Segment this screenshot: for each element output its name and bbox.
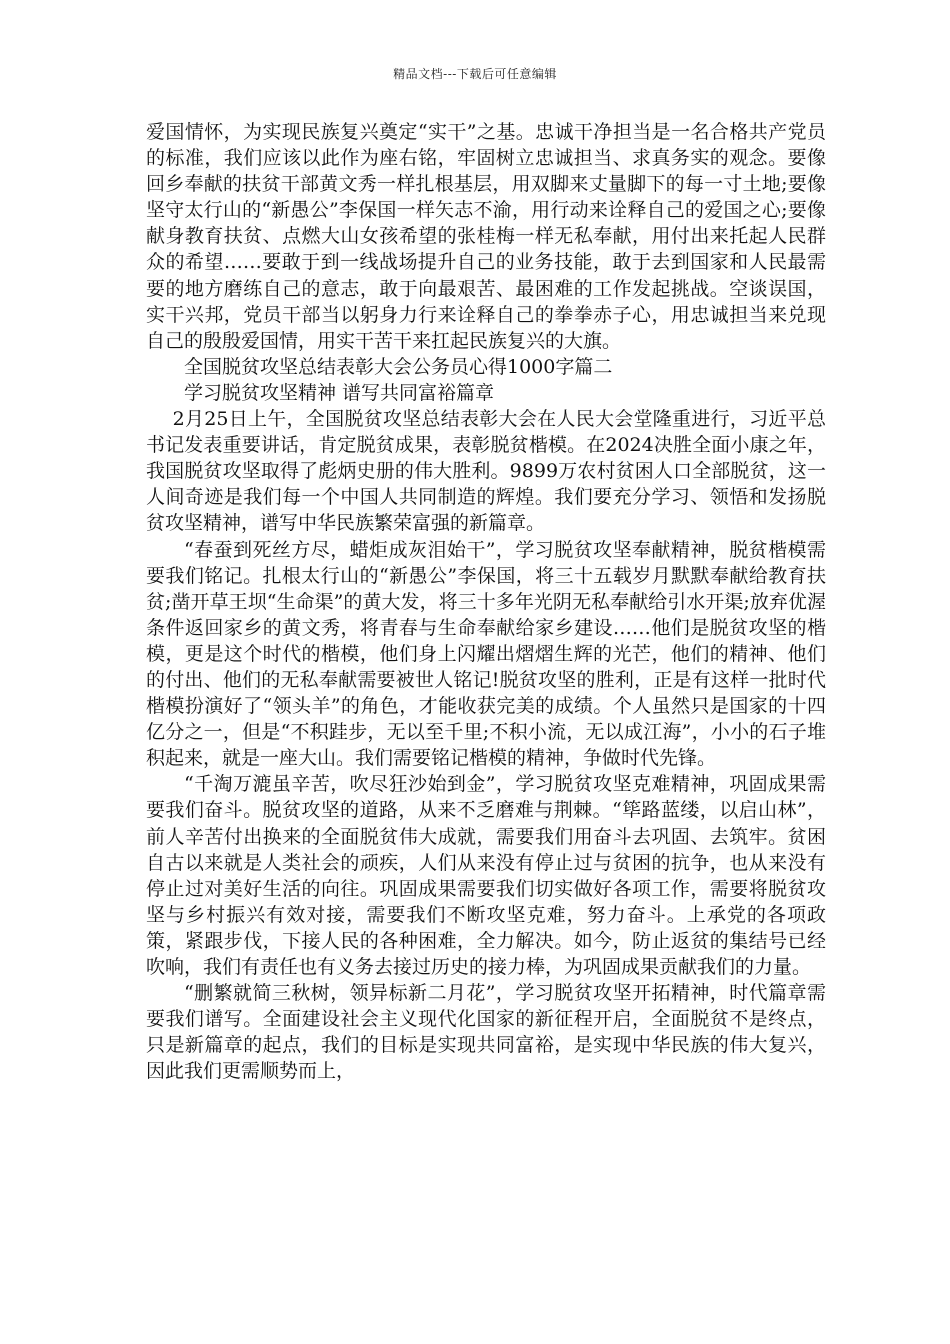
paragraph-opening: 2月25日上午，全国脱贫攻坚总结表彰大会在人民大会堂隆重进行，习近平总书记发表重要讲话，肯定脱贫成果，表彰脱贫楷模。在2024决胜全面小康之年，我国脱贫攻坚取得了彪炳史册的伟大胜利。9899万农村贫困人口全部脱贫，这一人间奇迹是我们每一个中国人共同制造的辉煌。我们要充分学习、领悟和发扬脱贫攻坚精神，谱写中华民族繁荣富强的新篇章。 (146, 408, 826, 535)
paragraph-pioneering: “删繁就简三秋树，领异标新二月花”，学习脱贫攻坚开拓精神，时代篇章需要我们谱写。全面建设社会主义现代化国家的新征程开启，全面脱贫不是终点，只是新篇章的起点，我们的目标是实现共同富裕，是实现中华民族的伟大复兴，因此我们更需顺势而上， (146, 982, 826, 1083)
page-header: 精品文档---下载后可任意编辑 (393, 67, 557, 81)
section-title: 全国脱贫攻坚总结表彰大会公务员心得1000字篇二 (184, 355, 613, 378)
document-body (146, 119, 826, 1084)
paragraph-intro-continued: 爱国情怀，为实现民族复兴奠定“实干”之基。忠诚干净担当是一名合格共产党员的标准，我们应该以此作为座右铭，牢固树立忠诚担当、求真务实的观念。要像回乡奉献的扶贫干部黄文秀一样扎根基层，用双脚来丈量脚下的每一寸土地;要像坚守太行山的“新愚公”李保国一样矢志不渝，用行动来诠释自己的爱国之心;要像献身教育扶贫、点燃大山女孩希望的张桂梅一样无私奉献，用付出来托起人民群众的希望……要敢于到一线战场提升自己的业务技能，敢于去到国家和人民最需要的地方磨练自己的意志，敢于向最艰苦、最困难的工作发起挑战。空谈误国，实干兴邦，党员干部当以躬身力行来诠释自己的拳拳赤子心，用忠诚担当来兑现自己的殷殷爱国情，用实干苦干来扛起民族复兴的大旗。 (146, 121, 826, 352)
section-subtitle: 学习脱贫攻坚精神 谱写共同富裕篇章 (184, 381, 495, 404)
paragraph-struggle: “千淘万漉虽辛苦，吹尽狂沙始到金”，学习脱贫攻坚克难精神，巩固成果需要我们奋斗。脱贫攻坚的道路，从来不乏磨难与荆棘。“筚路蓝缕，以启山林”，前人辛苦付出换来的全面脱贫伟大成就，需要我们用奋斗去巩固、去筑牢。贫困自古以来就是人类社会的顽疾，人们从来没有停止过与贫困的抗争，也从来没有停止过对美好生活的向往。巩固成果需要我们切实做好各项工作，需要将脱贫攻坚与乡村振兴有效对接，需要我们不断攻坚克难，努力奋斗。上承党的各项政策，紧跟步伐，下接人民的各种困难，全力解决。如今，防止返贫的集结号已经吹响，我们有责任也有义务去接过历史的接力棒，为巩固成果贡献我们的力量。 (146, 773, 826, 978)
paragraph-dedication: “春蚕到死丝方尽，蜡炬成灰泪始干”，学习脱贫攻坚奉献精神，脱贫楷模需要我们铭记。扎根太行山的“新愚公”李保国，将三十五载岁月默默奉献给教育扶贫;凿开草王坝“生命渠”的黄大发，将三十多年光阴无私奉献给引水开渠;放弃优渥条件返回家乡的黄文秀，将青春与生命奉献给家乡建设……他们是脱贫攻坚的楷模，更是这个时代的楷模，他们身上闪耀出熠熠生辉的光芒，他们的精神、他们的付出、他们的无私奉献需要被世人铭记!脱贫攻坚的胜利，正是有这样一批时代楷模扮演好了“领头羊”的角色，才能收获完美的成绩。个人虽然只是国家的十四亿分之一，但是“不积跬步，无以至千里;不积小流，无以成江海”，小小的石子堆积起来，就是一座大山。我们需要铭记楷模的精神，争做时代先锋。 (146, 538, 826, 770)
